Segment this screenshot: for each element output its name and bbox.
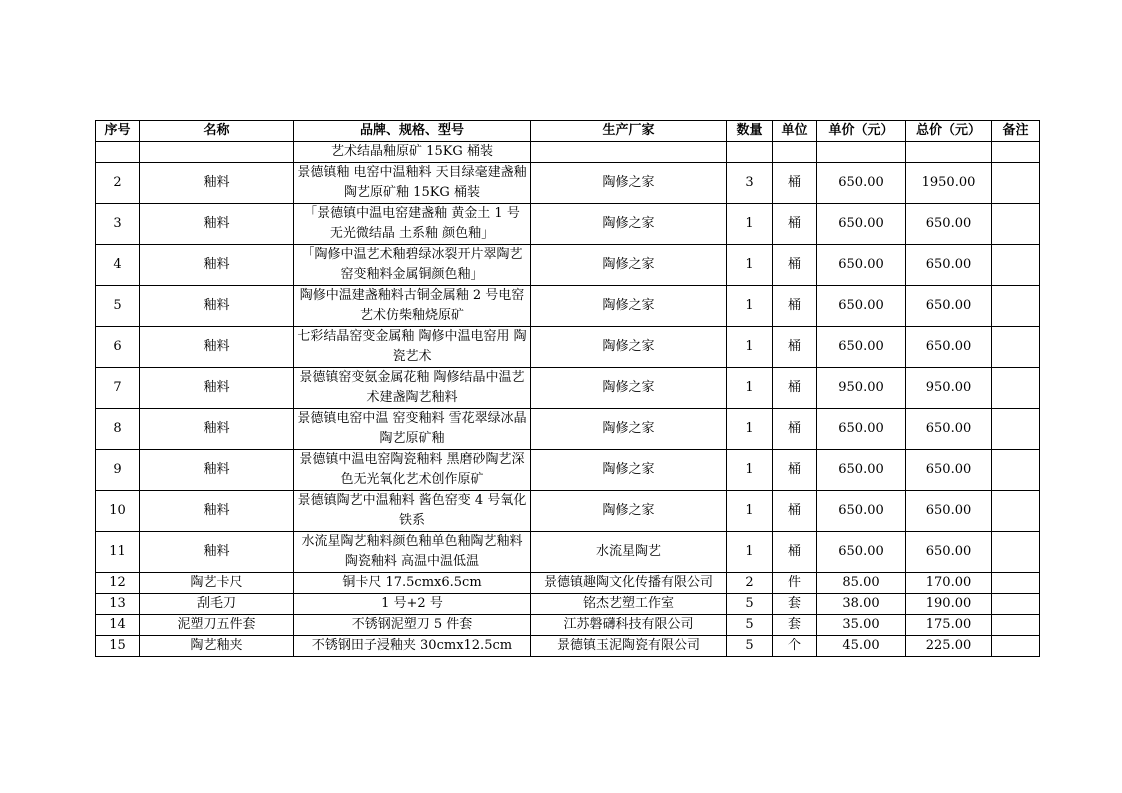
row-spec: 不锈钢田子浸釉夹 30cmx12.5cm [294,636,531,657]
table-row [96,368,1040,409]
row-name: 陶艺卡尺 [140,573,294,594]
row-note [992,450,1040,491]
row-unit: 桶 [773,245,817,286]
header-qty: 数量 [727,121,773,142]
row-note [992,245,1040,286]
row-unit: 件 [773,573,817,594]
row-index: 5 [96,286,140,327]
table-row [96,327,1040,368]
row-maker: 景德镇趣陶文化传播有限公司 [531,573,727,594]
table-row [96,409,1040,450]
row-qty: 1 [727,245,773,286]
row-maker: 陶修之家 [531,368,727,409]
row-spec: 铜卡尺 17.5cmx6.5cm [294,573,531,594]
row-note [992,594,1040,615]
header-index: 序号 [96,121,140,142]
row-price: 650.00 [817,245,906,286]
row-unit: 桶 [773,409,817,450]
table-row [96,450,1040,491]
row-unit: 桶 [773,368,817,409]
row-index: 6 [96,327,140,368]
table-row [96,245,1040,286]
row-name: 釉料 [140,245,294,286]
row-name: 泥塑刀五件套 [140,615,294,636]
row-maker: 水流星陶艺 [531,532,727,573]
row-unit: 套 [773,594,817,615]
table-row [96,163,1040,204]
row-spec: 景德镇釉 电窑中温釉料 天目绿毫建盏釉 陶艺原矿釉 15KG 桶装 [294,163,531,204]
row-qty [727,142,773,163]
row-note [992,491,1040,532]
row-index: 10 [96,491,140,532]
row-price: 650.00 [817,409,906,450]
row-note [992,615,1040,636]
row-price: 35.00 [817,615,906,636]
price-table [95,120,1040,657]
row-spec: 1 号+2 号 [294,594,531,615]
header-maker: 生产厂家 [531,121,727,142]
row-qty: 1 [727,491,773,532]
row-total: 175.00 [906,615,992,636]
row-name: 刮毛刀 [140,594,294,615]
table-row [96,491,1040,532]
header-unit-price: 单价（元） [817,121,906,142]
row-price: 85.00 [817,573,906,594]
row-index: 7 [96,368,140,409]
row-spec: 「景德镇中温电窑建盏釉 黄金土 1 号 无光微结晶 土系釉 颜色釉」 [294,204,531,245]
row-index: 8 [96,409,140,450]
table-row [96,594,1040,615]
row-unit: 桶 [773,204,817,245]
row-total [906,142,992,163]
row-total: 650.00 [906,491,992,532]
row-name: 釉料 [140,491,294,532]
row-index: 4 [96,245,140,286]
row-index: 3 [96,204,140,245]
row-unit: 个 [773,636,817,657]
row-total: 650.00 [906,409,992,450]
row-unit: 套 [773,615,817,636]
row-qty: 1 [727,409,773,450]
row-note [992,142,1040,163]
row-name: 釉料 [140,368,294,409]
row-qty: 1 [727,450,773,491]
row-index: 9 [96,450,140,491]
row-name: 釉料 [140,327,294,368]
row-maker: 陶修之家 [531,245,727,286]
row-name: 釉料 [140,450,294,491]
row-qty: 2 [727,573,773,594]
row-total: 650.00 [906,327,992,368]
row-price: 650.00 [817,491,906,532]
header-unit: 单位 [773,121,817,142]
table-row [96,286,1040,327]
row-price: 650.00 [817,327,906,368]
row-name: 釉料 [140,532,294,573]
table-row [96,142,1040,163]
row-qty: 1 [727,532,773,573]
row-total: 1950.00 [906,163,992,204]
row-unit: 桶 [773,286,817,327]
row-maker: 陶修之家 [531,204,727,245]
row-maker: 陶修之家 [531,450,727,491]
header-note: 备注 [992,121,1040,142]
row-qty: 3 [727,163,773,204]
row-qty: 5 [727,594,773,615]
row-spec: 景德镇中温电窑陶瓷釉料 黑磨砂陶艺深色无光氧化艺术创作原矿 [294,450,531,491]
row-maker: 陶修之家 [531,286,727,327]
row-price: 650.00 [817,163,906,204]
row-note [992,532,1040,573]
row-price: 650.00 [817,450,906,491]
row-maker: 陶修之家 [531,409,727,450]
row-name [140,142,294,163]
row-spec: 景德镇陶艺中温釉料 酱色窑变 4 号氧化铁系 [294,491,531,532]
row-total: 650.00 [906,245,992,286]
row-total: 190.00 [906,594,992,615]
row-name: 釉料 [140,204,294,245]
row-total: 650.00 [906,204,992,245]
row-qty: 5 [727,615,773,636]
table-row [96,615,1040,636]
row-unit: 桶 [773,327,817,368]
row-index [96,142,140,163]
table-row [96,636,1040,657]
row-index: 15 [96,636,140,657]
row-price: 650.00 [817,532,906,573]
header-name: 名称 [140,121,294,142]
row-note [992,327,1040,368]
row-price: 650.00 [817,204,906,245]
row-qty: 5 [727,636,773,657]
row-price [817,142,906,163]
row-note [992,286,1040,327]
row-qty: 1 [727,368,773,409]
row-spec: 艺术结晶釉原矿 15KG 桶装 [294,142,531,163]
row-price: 45.00 [817,636,906,657]
row-qty: 1 [727,204,773,245]
row-price: 950.00 [817,368,906,409]
row-index: 2 [96,163,140,204]
row-index: 12 [96,573,140,594]
row-index: 13 [96,594,140,615]
row-name: 釉料 [140,409,294,450]
row-spec: 景德镇窑变氨金属花釉 陶修结晶中温艺术建盏陶艺釉料 [294,368,531,409]
row-total: 950.00 [906,368,992,409]
table-row [96,532,1040,573]
row-unit: 桶 [773,163,817,204]
row-unit: 桶 [773,491,817,532]
row-maker [531,142,727,163]
row-total: 650.00 [906,532,992,573]
row-name: 陶艺釉夹 [140,636,294,657]
row-note [992,163,1040,204]
row-total: 170.00 [906,573,992,594]
row-unit: 桶 [773,532,817,573]
row-spec: 陶修中温建盏釉料古铜金属釉 2 号电窑艺术仿柴釉烧原矿 [294,286,531,327]
row-index: 14 [96,615,140,636]
row-note [992,204,1040,245]
row-name: 釉料 [140,163,294,204]
row-unit [773,142,817,163]
row-index: 11 [96,532,140,573]
row-maker: 江苏磐礴科技有限公司 [531,615,727,636]
row-spec: 七彩结晶窑变金属釉 陶修中温电窑用 陶瓷艺术 [294,327,531,368]
header-row [96,121,1040,142]
row-price: 38.00 [817,594,906,615]
row-note [992,636,1040,657]
row-price: 650.00 [817,286,906,327]
table-row [96,204,1040,245]
row-maker: 陶修之家 [531,327,727,368]
row-name: 釉料 [140,286,294,327]
row-total: 225.00 [906,636,992,657]
row-note [992,368,1040,409]
row-maker: 陶修之家 [531,163,727,204]
row-total: 650.00 [906,450,992,491]
row-maker: 景德镇玉泥陶瓷有限公司 [531,636,727,657]
row-note [992,409,1040,450]
row-spec: 景德镇电窑中温 窑变釉料 雪花翠绿冰晶 陶艺原矿釉 [294,409,531,450]
row-maker: 铭杰艺塑工作室 [531,594,727,615]
row-qty: 1 [727,327,773,368]
row-spec: 不锈钢泥塑刀 5 件套 [294,615,531,636]
row-spec: 水流星陶艺釉料颜色釉单色釉陶艺釉料陶瓷釉料 高温中温低温 [294,532,531,573]
row-total: 650.00 [906,286,992,327]
header-spec: 品牌、规格、型号 [294,121,531,142]
row-unit: 桶 [773,450,817,491]
row-qty: 1 [727,286,773,327]
table-row [96,573,1040,594]
row-note [992,573,1040,594]
row-maker: 陶修之家 [531,491,727,532]
row-spec: 「陶修中温艺术釉碧绿冰裂开片翠陶艺窑变釉料金属铜颜色釉」 [294,245,531,286]
header-total: 总价（元） [906,121,992,142]
